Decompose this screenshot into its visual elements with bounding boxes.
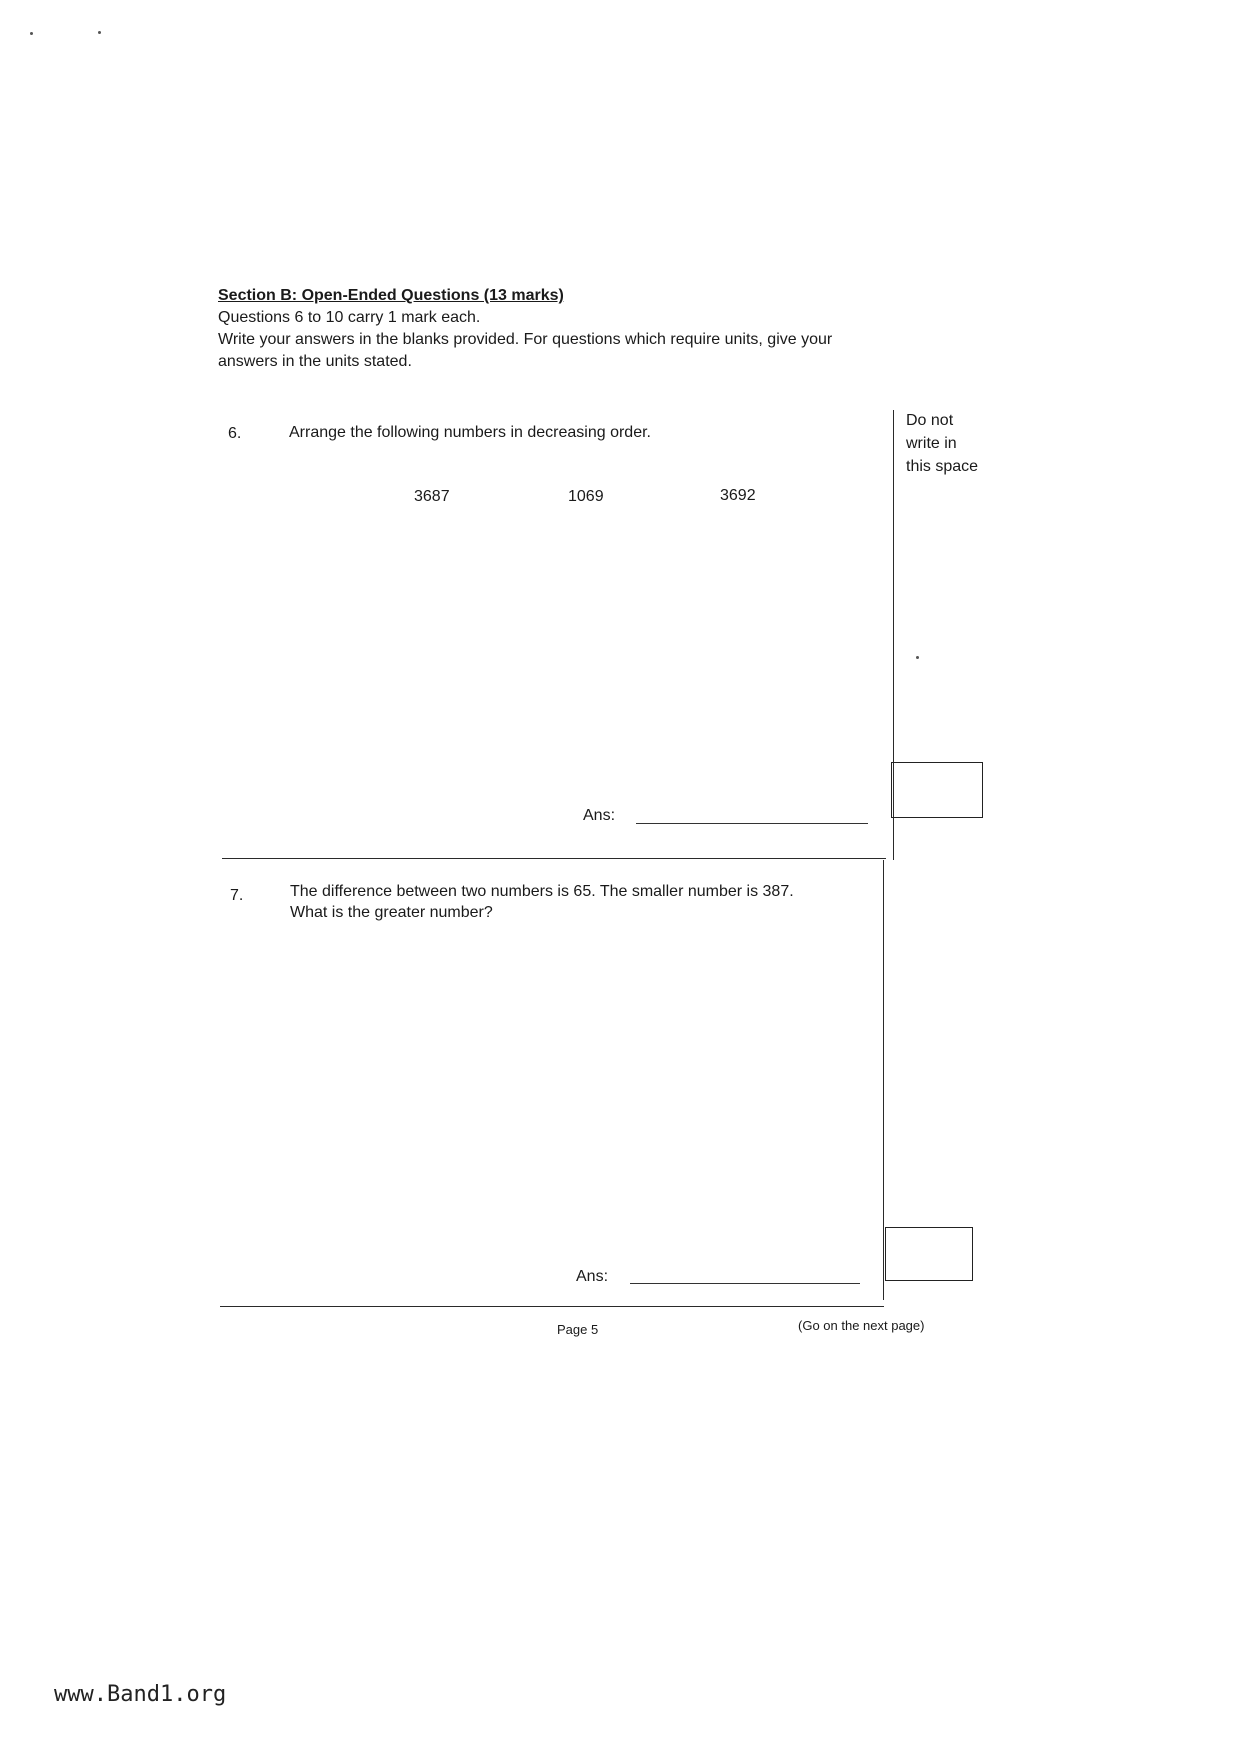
section-instruction-2: Write your answers in the blanks provided. For questions which require units, give your [218,331,833,348]
scan-speck [98,31,101,34]
question-6-number-c: 3692 [720,487,756,504]
scan-speck [916,656,919,659]
margin-note-line-3: this space [906,458,979,475]
margin-note-line-2: write in [906,435,957,452]
question-6-number-a: 3687 [414,488,450,505]
question-7-answer-blank[interactable] [630,1283,860,1284]
go-next-page-note: (Go on the next page) [798,1318,925,1333]
section-instruction-3: answers in the units stated. [218,353,412,370]
question-7-ans-label: Ans: [576,1268,609,1285]
question-7-number: 7. [230,887,244,904]
question-6-mark-box [891,762,983,818]
question-end-line [220,1306,884,1307]
question-separator [222,858,886,859]
margin-note-line-1: Do not [906,412,954,429]
question-7-mark-box [885,1227,973,1281]
question-6-text: Arrange the following numbers in decreasing order. [289,424,651,441]
question-7-text-1: The difference between two numbers is 65. The smaller number is 387. [290,883,794,900]
margin-divider-lower [883,860,884,1300]
scan-speck [30,32,33,35]
question-6-number: 6. [228,425,242,442]
watermark: www.Band1.org [54,1682,227,1707]
question-6-answer-blank[interactable] [636,823,868,824]
question-7-text-2: What is the greater number? [290,904,493,921]
question-6-number-b: 1069 [568,488,604,505]
question-6-ans-label: Ans: [583,807,616,824]
section-title: Section B: Open-Ended Questions (13 marks) [218,287,564,304]
page-number: Page 5 [557,1322,599,1337]
section-instruction-1: Questions 6 to 10 carry 1 mark each. [218,309,481,326]
